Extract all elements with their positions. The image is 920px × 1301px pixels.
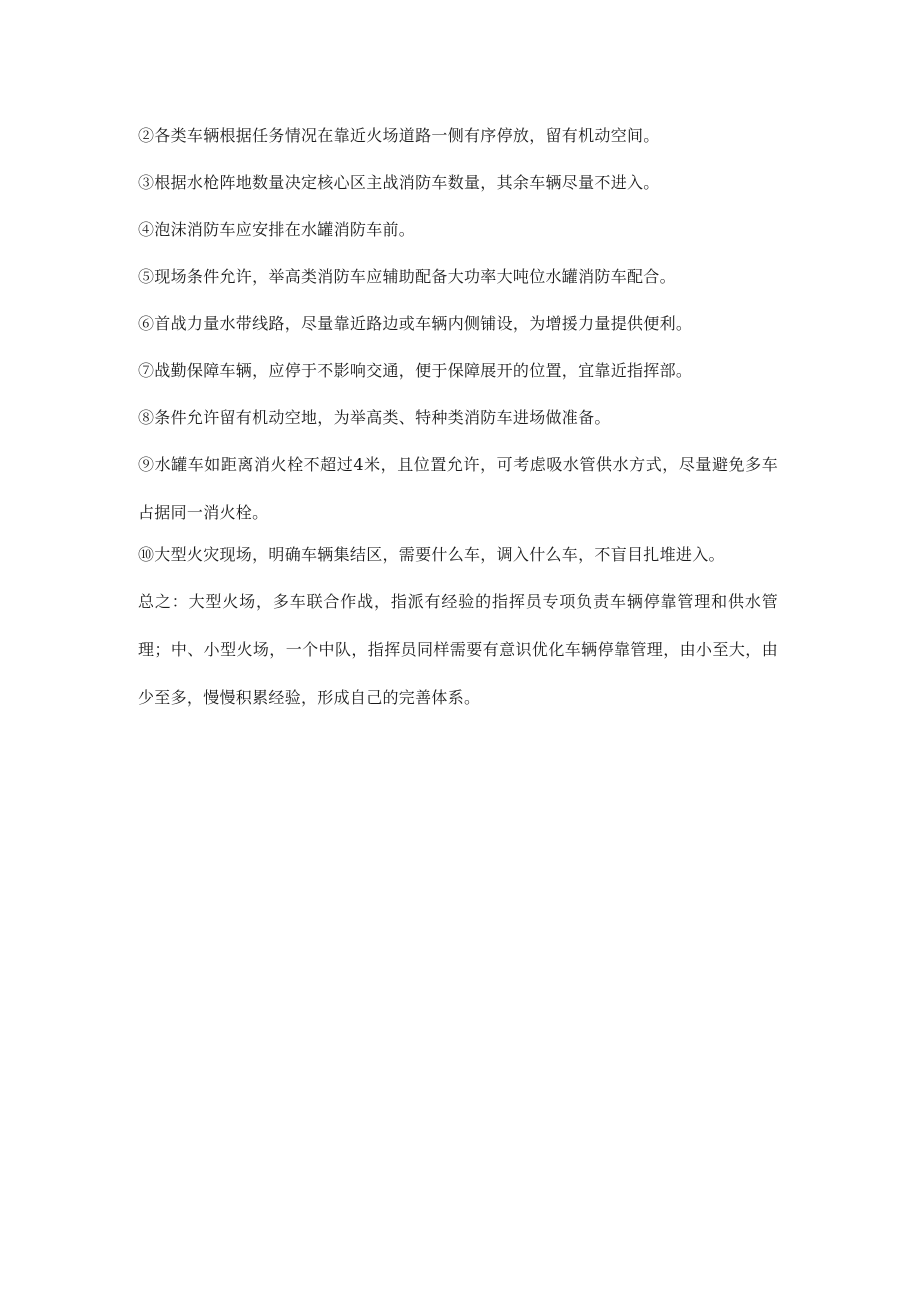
paragraph-item-2: ②各类车辆根据任务情况在靠近火场道路一侧有序停放，留有机动空间。	[138, 126, 660, 145]
paragraph-item-7: ⑦战勤保障车辆，应停于不影响交通，便于保障展开的位置，宜靠近指挥部。	[138, 361, 693, 380]
paragraph-item-3: ③根据水枪阵地数量决定核心区主战消防车数量，其余车辆尽量不进入。	[138, 173, 660, 192]
summary-paragraph: 总之：大型火场，多车联合作战，指派有经验的指挥员专项负责车辆停靠管理和供水管理；中、小型火场，一个中队，指挥员同样需要有意识优化车辆停靠管理，由小至大，由少至多，慢慢积累经验，形成自己的完善体系。	[138, 592, 778, 707]
paragraph-item-8: ⑧条件允许留有机动空地，为举高类、特种类消防车进场做准备。	[138, 408, 611, 427]
paragraph-item-4: ④泡沫消防车应安排在水罐消防车前。	[138, 220, 416, 239]
document-body	[138, 120, 778, 724]
paragraph-item-5: ⑤现场条件允许，举高类消防车应辅助配备大功率大吨位水罐消防车配合。	[138, 267, 676, 286]
paragraph-item-9: ⑨水罐车如距离消火栓不超过4米，且位置允许，可考虑吸水管供水方式，尽量避免多车占据同一消火栓。	[138, 455, 778, 522]
paragraph-item-10: ⑩大型火灾现场，明确车辆集结区，需要什么车，调入什么车，不盲目扎堆进入。	[138, 545, 725, 564]
paragraph-item-6: ⑥首战力量水带线路，尽量靠近路边或车辆内侧铺设，为增援力量提供便利。	[138, 314, 693, 333]
